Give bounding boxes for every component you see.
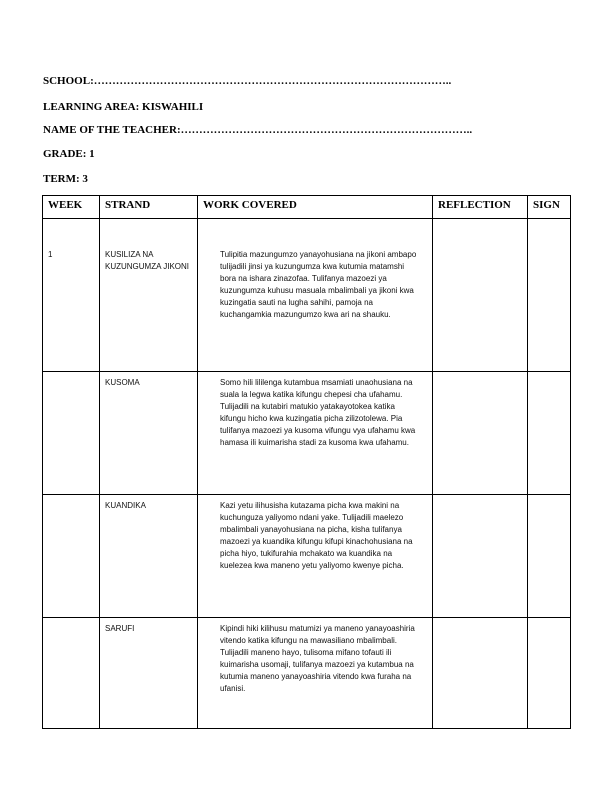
work-covered-cell: Somo hili lililenga kutambua msamiati unaohusiana na suala la legwa katika kifungu chepesi cha ufahamu. Tulijadili na kutabiri matukio yatakayotokea katika kifungu hicho kwa kuzingatia picha zilizotolewa. Pia tulifanya mazoezi ya kusoma vifungu vya ufahamu kwa hamasa ili kuimarisha stadi za kusoma kwa ufahamu. <box>198 372 433 495</box>
teacher-label: NAME OF THE TEACHER: <box>43 124 181 136</box>
reflection-cell[interactable] <box>433 372 528 495</box>
week-cell: 1 <box>43 219 100 372</box>
reflection-cell[interactable] <box>433 219 528 372</box>
term: TERM: 3 <box>43 173 88 185</box>
work-covered-cell: Kipindi hiki kilihusu matumizi ya maneno yanayoashiria vitendo katika kifungu na mawasiliano mbalimbali. Tulijadili maneno hayo, tulisoma mifano tofauti ili kuimarisha usomaji, tulifanya mazoezi ya kutambua na kutumia maneno yanayoashiria vitendo kwa furaha na ufanisi. <box>198 618 433 729</box>
sign-cell[interactable] <box>528 372 571 495</box>
learning-area: LEARNING AREA: KISWAHILI <box>43 101 204 113</box>
school-label: SCHOOL: <box>43 75 94 87</box>
reflection-cell[interactable] <box>433 618 528 729</box>
column-header-reflection: REFLECTION <box>433 196 528 219</box>
work-covered-cell: Kazi yetu ilihusisha kutazama picha kwa makini na kuchunguza yaliyomo ndani yake. Tulijadili maelezo mbalimbali yanayohusiana na picha, kisha tulifanya mazoezi ya kuandika kifungu kifupi kinachohusiana na picha hiyo, tukifurahia mchakato wa kuandika na kuelezea kwa maneno yetu yaliyomo kwenye picha. <box>198 495 433 618</box>
column-header-sign: SIGN <box>528 196 571 219</box>
work-covered-cell: Tulipitia mazungumzo yanayohusiana na jikoni ambapo tulijadili jinsi ya kuzungumza kwa kutumia matamshi bora na ishara zinazofaa. Tulifanya mazoezi ya kuzungumza kuhusu masuala mbalimbali ya jikoni kwa kuzingatia sauti na lugha sahihi, pamoja na kuchangamkia mazungumzo kwa ari na shauku. <box>198 219 433 372</box>
strand-cell: SARUFI <box>100 618 198 729</box>
teacher-line <box>43 124 472 136</box>
table-row <box>43 618 571 729</box>
school-line <box>43 75 451 87</box>
table-row <box>43 219 571 372</box>
sign-cell[interactable] <box>528 495 571 618</box>
table-header-row <box>43 196 571 219</box>
table-row <box>43 372 571 495</box>
grade: GRADE: 1 <box>43 148 95 160</box>
record-of-work-table <box>42 195 571 729</box>
teacher-blank: …………………………………………………………………….. <box>180 124 473 136</box>
strand-cell: KUSOMA <box>100 372 198 495</box>
reflection-cell[interactable] <box>433 495 528 618</box>
column-header-strand: STRAND <box>100 196 198 219</box>
school-blank: …………………………………………………………………………………….. <box>93 75 452 87</box>
column-header-week: WEEK <box>43 196 100 219</box>
table-row <box>43 495 571 618</box>
column-header-work-covered: WORK COVERED <box>198 196 433 219</box>
week-cell <box>43 372 100 495</box>
strand-cell: KUSILIZA NA KUZUNGUMZA JIKONI <box>100 219 198 372</box>
sign-cell[interactable] <box>528 618 571 729</box>
strand-cell: KUANDIKA <box>100 495 198 618</box>
week-cell <box>43 618 100 729</box>
sign-cell[interactable] <box>528 219 571 372</box>
week-cell <box>43 495 100 618</box>
